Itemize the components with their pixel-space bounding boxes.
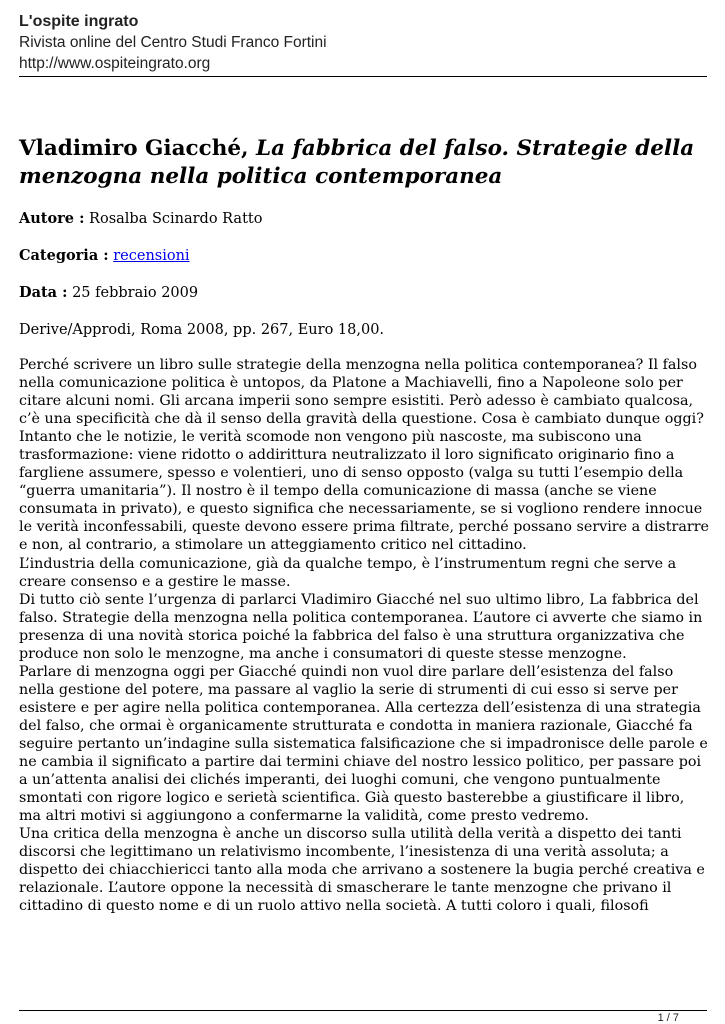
author-value: Rosalba Scinardo Ratto	[89, 211, 263, 227]
title-book: La fabbrica del falso. Strategie della menzogna nella politica contemporanea	[19, 136, 695, 189]
author-label: Autore :	[19, 210, 85, 227]
page-number: 1 / 7	[657, 1012, 679, 1024]
paragraph: L’industria della comunicazione, già da qualche tempo, è l’instrumentum regni che serve a creare consenso e a gestire le masse.	[19, 555, 677, 590]
page-header	[19, 12, 707, 74]
paragraph: Parlare di menzogna oggi per Giacché quindi non vuol dire parlare dell’esistenza del falso nella gestione del potere, ma passare al vaglio la serie di strumenti di cui esso si serve per esistere e per agire nella politica contemporanea. Alla certezza dell’esistenza di una strategia del falso, che ormai è organicamente strutturata e condotta in maniera razionale, Giacché fa seguire pertanto un’indagine sulla sistematica falsificazione che si impadronisce delle parole e ne cambia il significato a partire dai termini chiave del nostro lessico politico, per passare poi a un’attenta analisi dei clichés imperanti, dei luoghi comuni, che vengono puntualmente smontati con rigore logico e serietà scientifica. Già questo basterebbe a giustificare il libro, ma altri motivi si aggiungono a confermarne la validità, come presto vedremo.	[19, 663, 708, 825]
bibliography: Derive/Approdi, Roma 2008, pp. 267, Euro 18,00.	[19, 322, 385, 338]
paragraph: Una critica della menzogna è anche un discorso sulla utilità della verità a dispetto dei tanti discorsi che legittimano un relativismo incombente, l’inesistenza di una verità assoluta; a dispetto dei chiacchiericci tanto alla moda che arrivano a sostenere la bugia perché creativa e relazionale. L’autore oppone la necessità di smascherare le tante menzogne che privano il cittadino di questo nome e di un ruolo attivo nella società. A tutti coloro i quali, filosofi	[19, 826, 705, 915]
category-line	[19, 247, 190, 265]
category-label: Categoria :	[19, 247, 109, 264]
header-divider	[19, 76, 707, 77]
article-title	[19, 135, 709, 191]
author-line	[19, 210, 262, 228]
paragraph: Di tutto ciò sente l’urgenza di parlarci Vladimiro Giacché nel suo ultimo libro, La fabbrica del falso. Strategie della menzogna nella politica contemporanea. L’autore ci avverte che siamo in presenza di una novità storica poiché la fabbrica del falso è una struttura organizzativa che produce non solo le menzogne, ma anche i consumatori di queste stesse menzogne.	[19, 591, 703, 662]
date-label: Data :	[19, 284, 68, 301]
article	[19, 135, 710, 915]
site-title: L'ospite ingrato	[19, 13, 139, 30]
paragraph: Intanto che le notizie, le verità scomode non vengono più nascoste, ma subiscono una trasformazione: viene ridotto o addirittura neutralizzato il loro significato originario fino a fargliene assumere, spesso e volentieri, uno di senso opposto (valga su tutti l’esempio della “guerra umanitaria”). Il nostro è il tempo della comunicazione di massa (anche se viene consumata in privato), e questo significa che necessariamente, se si vogliono rendere innocue le verità inconfessabili, queste devono essere prima filtrate, perché possano servire a distrarre e non, al contrario, a stimolare un atteggiamento critico nel cittadino.	[19, 429, 710, 554]
site-url: http://www.ospiteingrato.org	[19, 55, 211, 72]
site-subtitle: Rivista online del Centro Studi Franco Fortini	[19, 34, 327, 51]
paragraph: Perché scrivere un libro sulle strategie della menzogna nella politica contemporanea? Il falso nella comunicazione politica è untopos, da Platone a Machiavelli, fino a Napoleone solo per citare alcuni nomi. Gli arcana imperii sono sempre esistiti. Però adesso è cambiato qualcosa, c’è una specificità che dà il senso della gravità della questione. Cosa è cambiato dunque oggi?	[19, 357, 704, 428]
title-author: Vladimiro Giacché,	[19, 136, 249, 161]
date-value: 25 febbraio 2009	[72, 285, 199, 301]
date-line	[19, 284, 198, 302]
category-link[interactable]: recensioni	[113, 248, 190, 264]
article-body	[19, 356, 709, 915]
footer-divider	[19, 1010, 707, 1011]
